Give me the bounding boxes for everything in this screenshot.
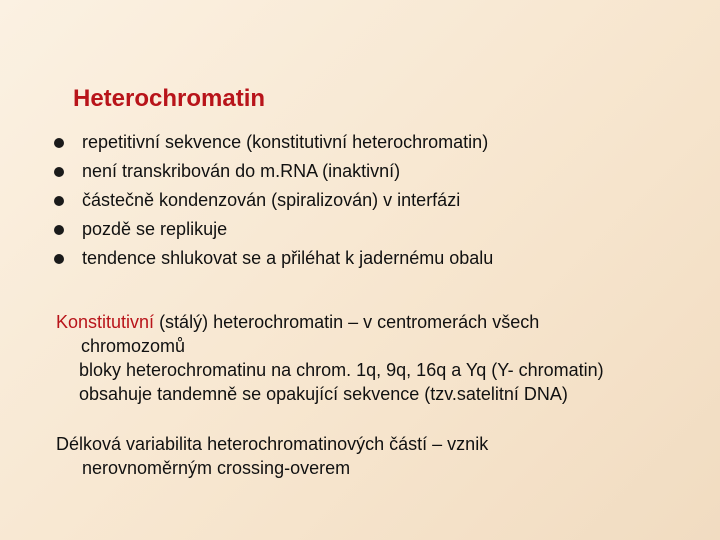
- paragraph-line: chromozomů: [81, 336, 186, 356]
- bullet-dot-icon: [54, 225, 64, 235]
- bullet-dot-icon: [54, 254, 64, 264]
- slide-title: Heterochromatin: [73, 85, 266, 112]
- bullet-dot-icon: [54, 138, 64, 148]
- paragraph-line: bloky heterochromatinu na chrom. 1q, 9q, 16q a Yq (Y- chromatin): [79, 360, 604, 380]
- bullet-text: není transkribován do m.RNA (inaktivní): [82, 161, 401, 181]
- bullet-text: tendence shlukovat se a přiléhat k jadernému obalu: [82, 248, 494, 268]
- bullet-text: repetitivní sekvence (konstitutivní heterochromatin): [82, 132, 489, 152]
- bullet-text: pozdě se replikuje: [82, 219, 228, 239]
- paragraph-line: obsahuje tandemně se opakující sekvence (tzv.satelitní DNA): [79, 384, 568, 404]
- highlight-term: Konstitutivní: [56, 312, 155, 332]
- bullet-text: částečně kondenzován (spiralizován) v interfázi: [82, 190, 461, 210]
- bullet-dot-icon: [54, 167, 64, 177]
- constitutive-paragraph: [56, 310, 604, 406]
- paragraph-line: nerovnoměrným crossing-overem: [82, 458, 351, 478]
- paragraph-line: [56, 310, 604, 334]
- bullet-dot-icon: [54, 196, 64, 206]
- paragraph-text: (stálý) heterochromatin – v centromerách všech: [154, 312, 540, 332]
- paragraph-line: Délková variabilita heterochromatinových částí – vznik: [56, 434, 489, 454]
- variability-paragraph: [56, 432, 488, 480]
